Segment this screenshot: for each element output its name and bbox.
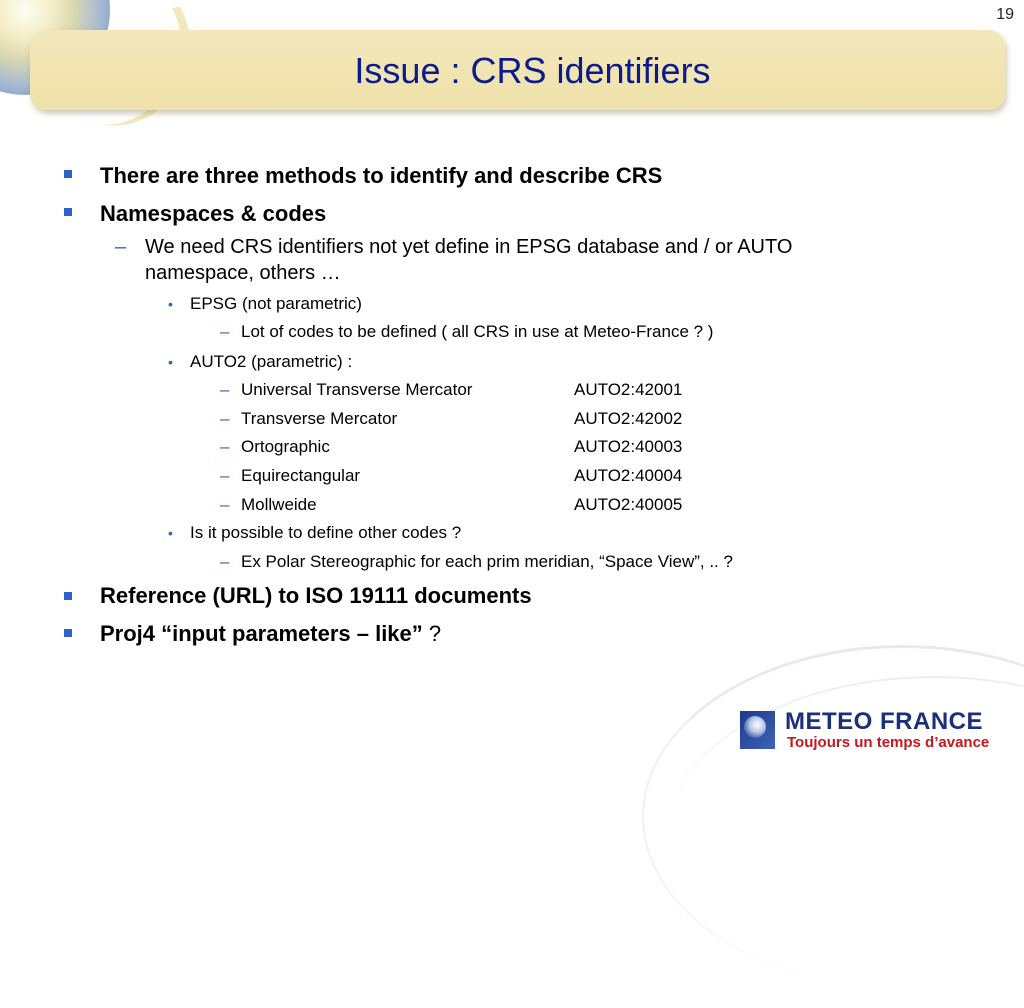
dot-bullet-icon: •	[168, 525, 173, 541]
meteo-france-logo-icon	[740, 711, 775, 749]
projection-name: Transverse Mercator	[241, 409, 398, 428]
sub-bullet-crs-identifiers: We need CRS identifiers not yet define in EPSG database and / or AUTO	[145, 236, 793, 258]
dash-bullet-icon: –	[220, 437, 230, 456]
dash-bullet-icon: –	[220, 409, 230, 428]
dash-bullet-icon: –	[220, 322, 230, 341]
bullet-three-methods: There are three methods to identify and describe CRS	[100, 163, 663, 188]
other-codes-example: Ex Polar Stereographic for each prim meridian, “Space View”, .. ?	[241, 552, 733, 571]
dash-bullet-icon: –	[220, 466, 230, 485]
proj4-suffix: ?	[422, 621, 442, 646]
logo-name: METEO FRANCE	[785, 708, 983, 735]
projection-code: AUTO2:40004	[574, 466, 683, 485]
epsg-item: EPSG (not parametric)	[190, 294, 362, 313]
logo-tagline: Toujours un temps d’avance	[787, 734, 990, 751]
page-number: 19	[996, 6, 1014, 23]
projection-name: Universal Transverse Mercator	[241, 380, 473, 399]
projection-code: AUTO2:40005	[574, 495, 683, 514]
proj4-label: Proj4 “input parameters – like”	[100, 621, 423, 646]
bullet-proj4	[100, 621, 441, 647]
projection-code: AUTO2:42001	[574, 380, 683, 399]
epsg-note: Lot of codes to be defined ( all CRS in use at Meteo-France ? )	[241, 322, 714, 341]
auto2-item: AUTO2 (parametric) :	[190, 352, 353, 371]
bullet-reference: Reference (URL) to ISO 19111 documents	[100, 583, 532, 608]
projection-code: AUTO2:42002	[574, 409, 683, 428]
square-bullet-icon	[64, 208, 72, 216]
square-bullet-icon	[64, 170, 72, 178]
projection-name: Mollweide	[241, 495, 317, 514]
dot-bullet-icon: •	[168, 354, 173, 370]
slide-title: Issue : CRS identifiers	[354, 50, 711, 91]
projection-code: AUTO2:40003	[574, 437, 683, 456]
square-bullet-icon	[64, 629, 72, 637]
bullet-namespaces: Namespaces & codes	[100, 201, 327, 226]
dash-bullet-icon: –	[220, 380, 230, 399]
sub-bullet-crs-identifiers-cont: namespace, others …	[145, 262, 341, 284]
projection-name: Ortographic	[241, 437, 330, 456]
dot-bullet-icon: •	[168, 296, 173, 312]
dash-bullet-icon: –	[220, 552, 230, 571]
projection-name: Equirectangular	[241, 466, 361, 485]
other-codes-item: Is it possible to define other codes ?	[190, 523, 462, 542]
dash-bullet-icon: –	[115, 236, 127, 258]
square-bullet-icon	[64, 592, 72, 600]
dash-bullet-icon: –	[220, 495, 230, 514]
